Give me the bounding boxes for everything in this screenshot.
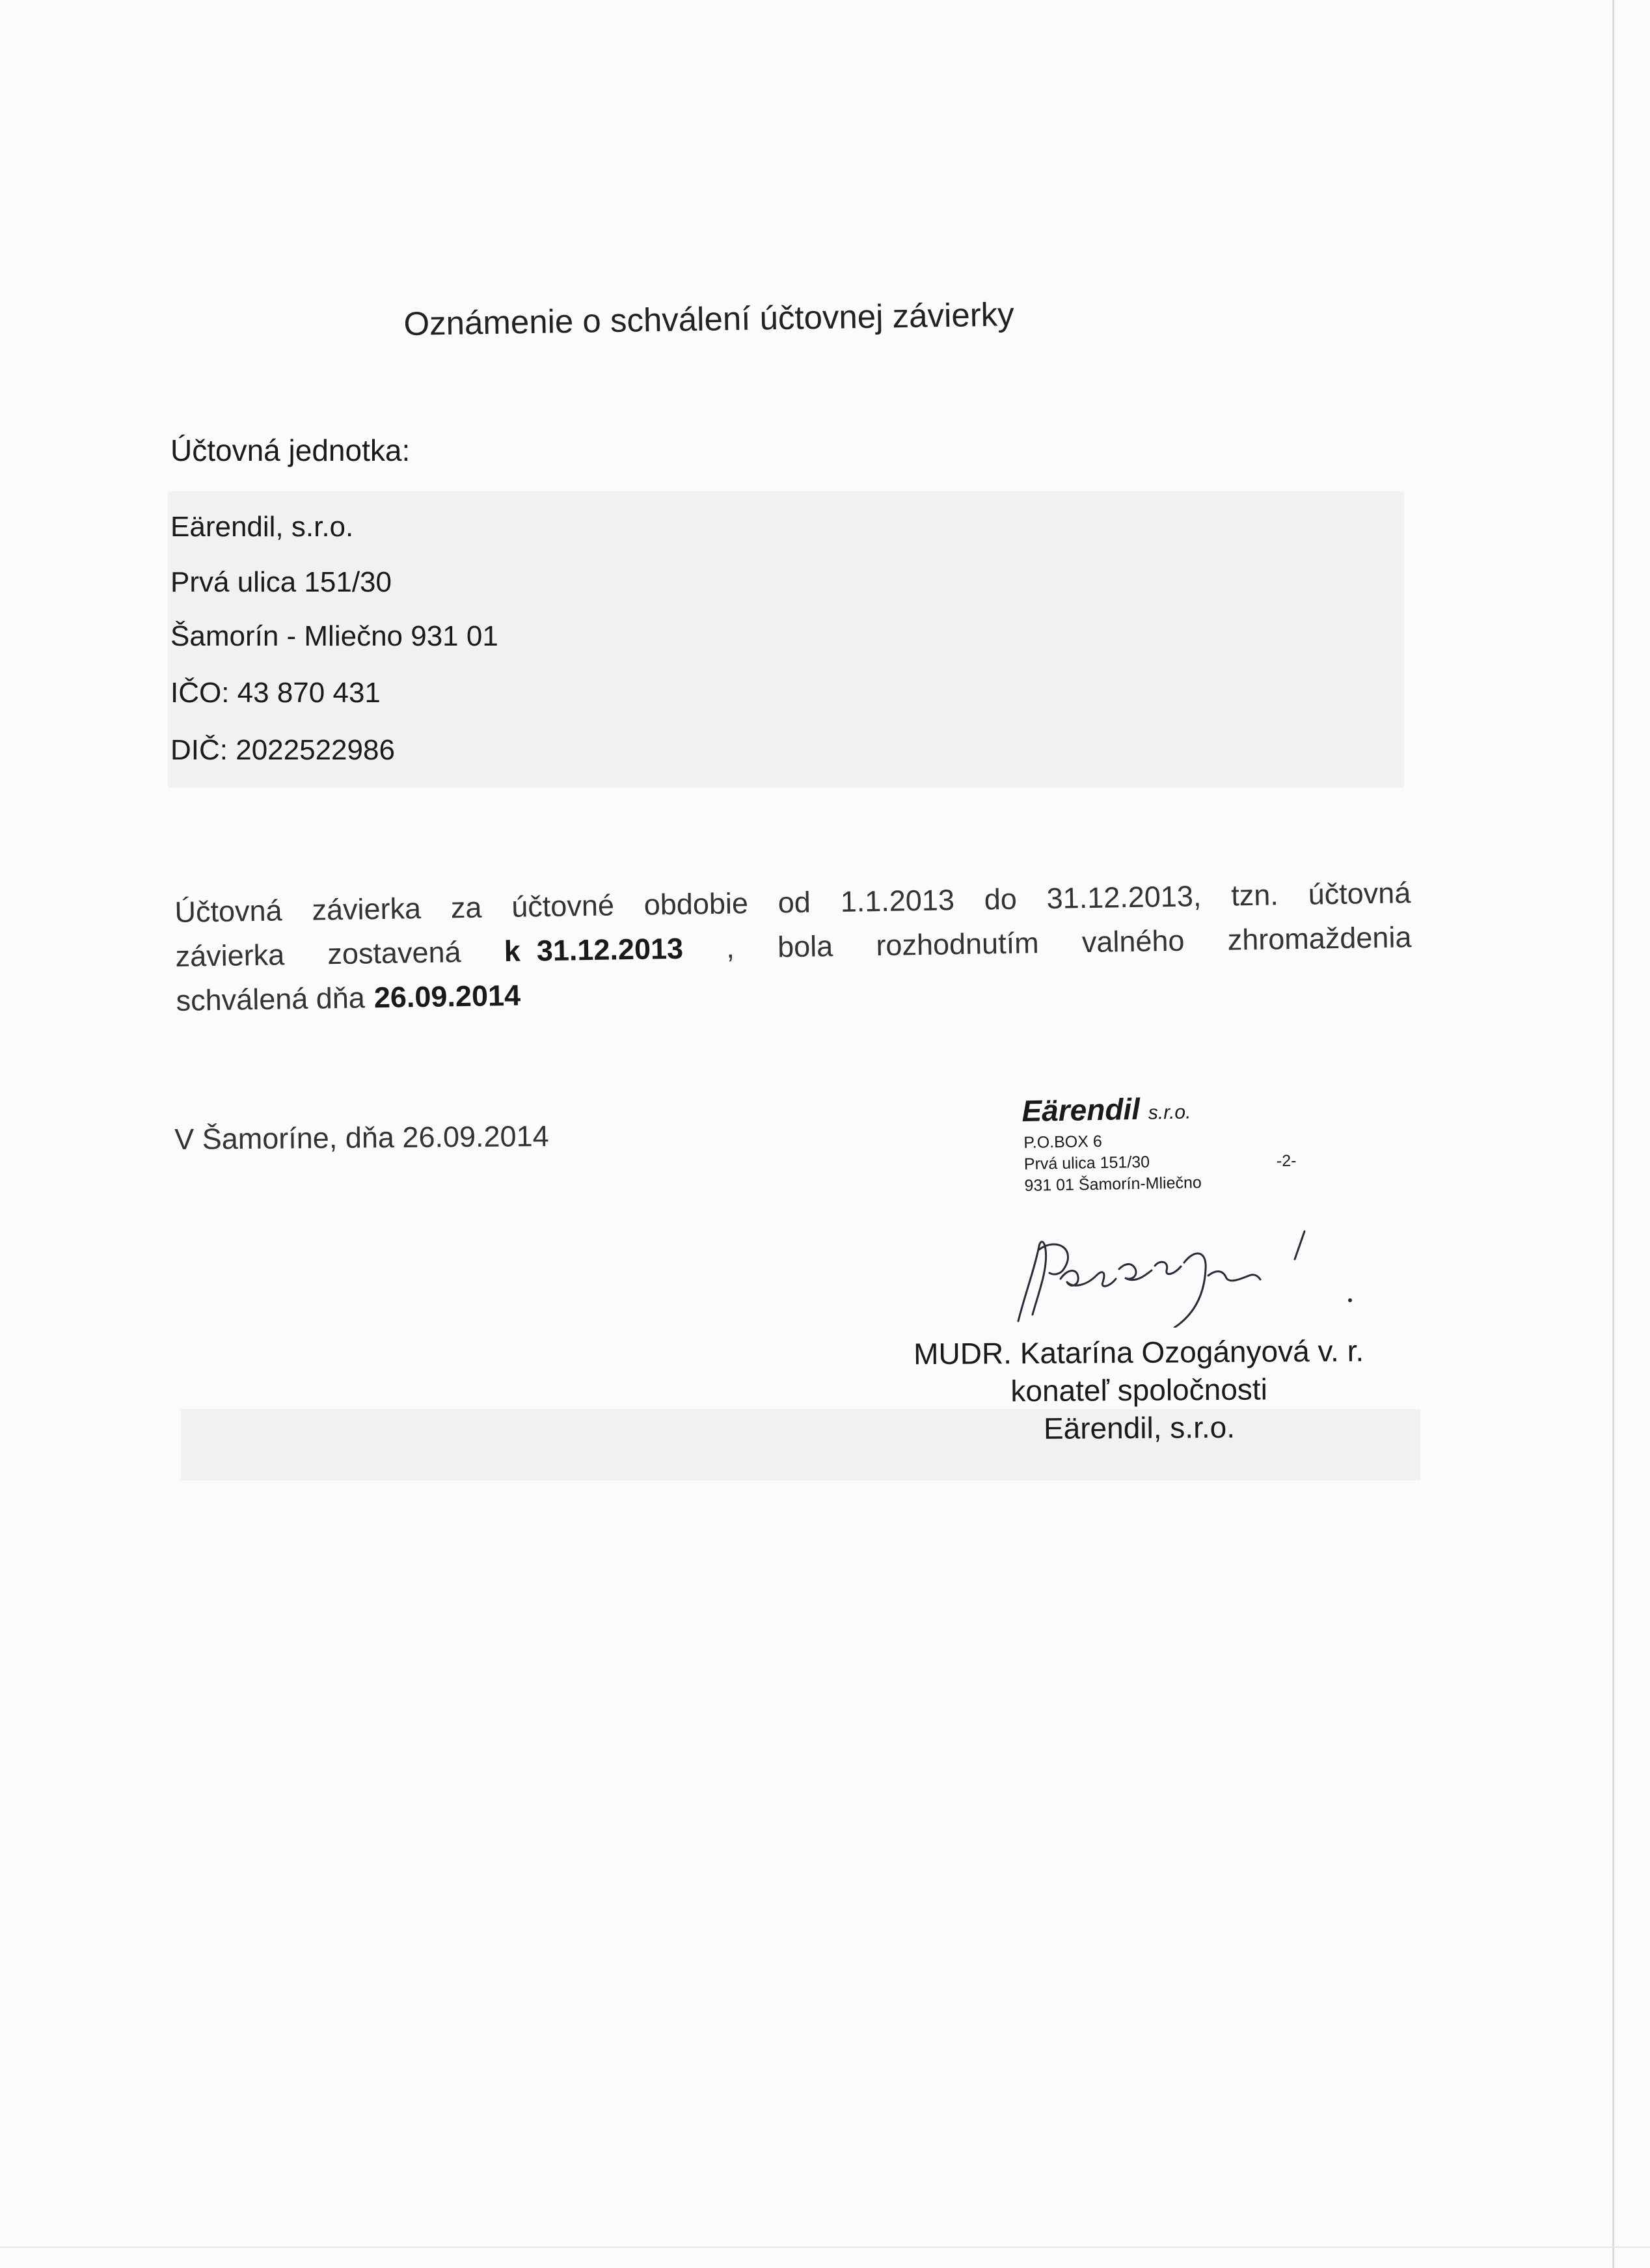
signatory-role: konateľ spoločnosti [1010,1372,1267,1408]
entity-street: Prvá ulica 151/30 [170,566,392,598]
word: za [450,890,482,925]
word: , [725,931,735,964]
place-and-date: V Šamoríne, dňa 26.09.2014 [174,1119,549,1156]
entity-name: Eärendil, s.r.o. [170,511,354,543]
stamp-pobox: P.O.BOX 6 [1023,1132,1102,1152]
approval-prefix: schválená dňa [176,981,366,1017]
stamp-street: Prvá ulica 151/30 [1023,1153,1150,1173]
word: závierka [175,938,285,973]
approval-date: 26.09.2014 [373,978,521,1015]
stamp-city: 931 01 Šamorín-Mliečno [1024,1173,1202,1195]
word: účtovná [1308,876,1411,911]
scan-edge-right [1612,0,1614,2268]
word: obdobie [643,886,749,922]
word: zostavená [327,935,461,971]
signatory-name-line [846,1332,1431,1373]
signatory-abbrev: v. r. [1318,1333,1364,1368]
entity-label: Účtovná jednotka: [170,433,411,467]
signatory-block [846,1332,1432,1449]
signatory-name: MUDR. Katarína Ozogányová [913,1334,1310,1371]
word: do [984,882,1018,916]
word: bola [777,929,833,964]
word: tzn. [1230,878,1279,912]
word: valného [1081,923,1185,959]
word: od [778,885,811,920]
period-end-date: 31.12.2013, [1046,879,1202,915]
word: účtovné [511,888,615,923]
approval-paragraph [174,871,1413,1023]
word: závierka [312,892,422,927]
scan-edge-bottom [0,2247,1650,2248]
entity-ico: IČO: 43 870 431 [170,677,381,709]
word: rozhodnutím [876,926,1039,963]
balance-sheet-date: k 31.12.2013 [504,931,684,968]
entity-dic: DIČ: 2022522986 [170,734,395,766]
period-start-date: 1.1.2013 [840,883,955,918]
stamp-suffix: s.r.o. [1148,1101,1191,1124]
stamp-number: -2- [1276,1151,1297,1171]
word: Účtovná [174,894,283,929]
document-title: Oznámenie o schválení účtovnej závierky [403,295,1015,342]
stamp-company-name: Eärendil s.r.o. [1021,1091,1191,1128]
signatory-company: Eärendil, s.r.o. [1043,1410,1236,1445]
entity-city: Šamorín - Mliečno 931 01 [170,620,498,652]
company-stamp [1021,1088,1329,1210]
handwritten-signature [999,1223,1363,1328]
word: zhromaždenia [1227,920,1412,957]
